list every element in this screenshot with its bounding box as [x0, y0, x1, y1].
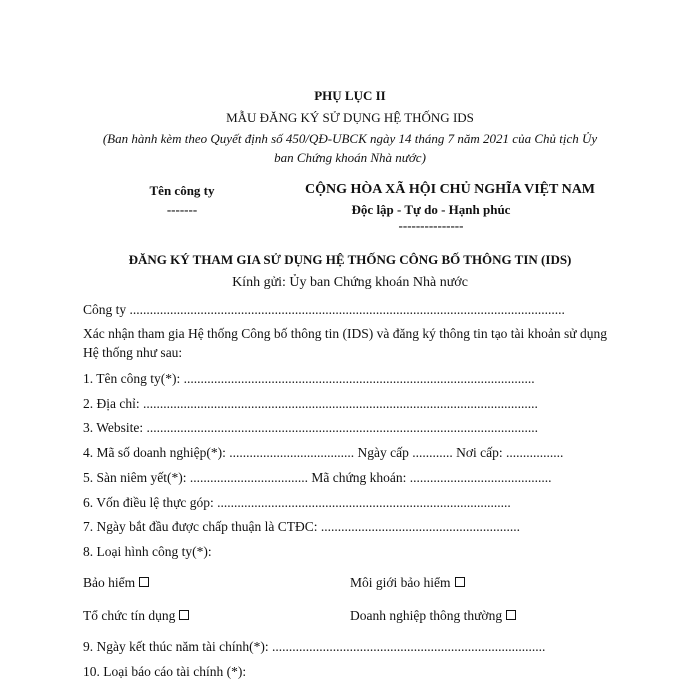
option-credit-institution-label: Tổ chức tín dụng — [83, 608, 176, 623]
left-dashes: ------- — [166, 202, 198, 217]
appendix-heading: PHỤ LỤC II — [314, 88, 386, 103]
field-business-code: 4. Mã số doanh nghiệp(*): ..................................... Ngày cấp ............ Nơi cấp: ................. — [83, 445, 564, 460]
company-line: Công ty ................................................................................................................................. — [83, 302, 565, 317]
registration-title: ĐĂNG KÝ THAM GIA SỬ DỤNG HỆ THỐNG CÔNG BỐ THÔNG TIN (IDS) — [128, 252, 572, 267]
field-company-name: 1. Tên công ty(*): ........................................................................................................ — [83, 371, 535, 386]
option-regular-enterprise — [350, 608, 516, 624]
field-company-type: 8. Loại hình công ty(*): — [83, 544, 212, 559]
option-insurance — [83, 575, 149, 591]
field-exchange: 5. Sàn niêm yết(*): ................................... Mã chứng khoán: .......................................... — [83, 470, 552, 485]
option-insurance-label: Bảo hiểm — [83, 575, 136, 590]
checkbox-insurance-brokerage[interactable] — [455, 577, 465, 587]
company-name-label: Tên công ty — [149, 183, 215, 198]
field-charter-capital: 6. Vốn điều lệ thực góp: ....................................................................................... — [83, 495, 511, 510]
checkbox-insurance[interactable] — [139, 577, 149, 587]
recipient-line: Kính gửi: Ủy ban Chứng khoán Nhà nước — [232, 275, 468, 290]
field-address: 2. Địa chỉ: ..................................................................................................................... — [83, 396, 538, 411]
form-title: MẪU ĐĂNG KÝ SỬ DỤNG HỆ THỐNG IDS — [226, 110, 474, 125]
field-fiscal-year-end: 9. Ngày kết thúc năm tài chính(*): ................................................................................. — [83, 639, 546, 654]
option-insurance-brokerage — [350, 575, 465, 591]
right-dashes: --------------- — [398, 218, 464, 233]
field-approval-date: 7. Ngày bắt đầu được chấp thuận là CTĐC: ........................................................... — [83, 519, 521, 534]
checkbox-credit-institution[interactable] — [179, 610, 189, 620]
option-regular-enterprise-label: Doanh nghiệp thông thường — [350, 608, 503, 623]
field-financial-report-type: 10. Loại báo cáo tài chính (*): — [83, 664, 247, 679]
option-credit-institution — [83, 608, 189, 624]
option-insurance-brokerage-label: Môi giới bảo hiểm — [350, 575, 451, 590]
field-website: 3. Website: .................................................................................................................... — [83, 420, 539, 435]
national-motto: Độc lập - Tự do - Hạnh phúc — [351, 202, 511, 217]
checkbox-regular-enterprise[interactable] — [506, 610, 516, 620]
confirmation-line-1: Xác nhận tham gia Hệ thống Công bố thông tin (IDS) và đăng ký thông tin tạo tài khoản sử dụng — [83, 326, 607, 341]
republic-heading: CỘNG HÒA XÃ HỘI CHỦ NGHĨA VIỆT NAM — [305, 182, 596, 197]
issued-note-line-1: (Ban hành kèm theo Quyết định số 450/QĐ-UBCK ngày 14 tháng 7 năm 2021 của Chủ tịch Ủy — [102, 131, 598, 146]
issued-note-line-2: ban Chứng khoán Nhà nước) — [274, 150, 426, 165]
confirmation-line-2: Hệ thống như sau: — [83, 345, 183, 360]
